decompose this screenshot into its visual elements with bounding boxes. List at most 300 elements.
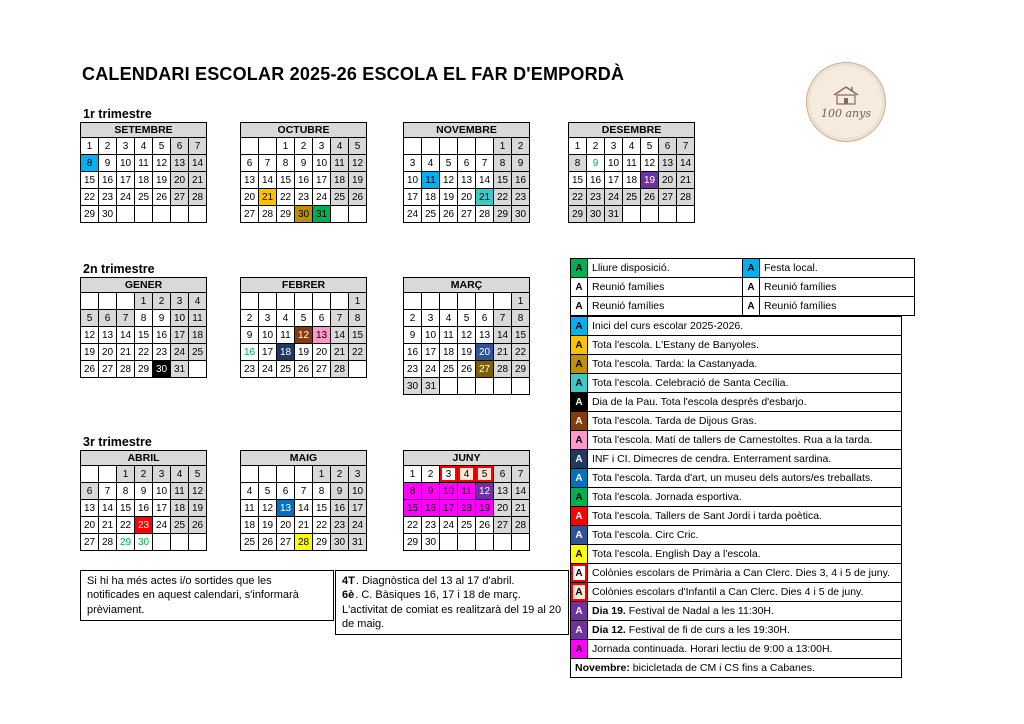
- day-octubre-14: 14: [259, 172, 277, 189]
- day-gener-22: 22: [135, 344, 153, 361]
- trimester-label-2: 2n trimestre: [83, 262, 155, 276]
- day-abril-10: 10: [153, 483, 171, 500]
- day-setembre-28: 28: [189, 189, 207, 206]
- legend-label: Tota l'escola. Celebració de Santa Cecília.: [588, 374, 902, 393]
- day-empty: [404, 138, 422, 155]
- note-line: 4T. Diagnòstica del 13 al 17 d'abril.: [342, 575, 515, 587]
- day-novembre-15: 15: [494, 172, 512, 189]
- note-box-general: Si hi ha més actes i/o sortides que les notificades en aquest calendari, s'informarà prèviament.: [80, 570, 334, 621]
- day-novembre-26: 26: [440, 206, 458, 223]
- logo-house-icon: [830, 84, 862, 106]
- legend-chip: A: [571, 412, 588, 431]
- legend-label: Tota l'escola. Tarda d'art, un museu dels autors/es treballats.: [588, 469, 902, 488]
- day-octubre-5: 5: [349, 138, 367, 155]
- page-title: CALENDARI ESCOLAR 2025-26 ESCOLA EL FAR D'EMPORDÀ: [82, 64, 625, 84]
- day-maig-22: 22: [313, 517, 331, 534]
- day-novembre-20: 20: [458, 189, 476, 206]
- legend-chip: A: [571, 621, 588, 640]
- day-empty: [117, 293, 135, 310]
- day-desembre-20: 20: [659, 172, 677, 189]
- day-empty: [189, 534, 207, 551]
- legend-label: Colònies escolars de Primària a Can Clerc. Dies 3, 4 i 5 de juny.: [588, 564, 902, 583]
- day-empty: [81, 466, 99, 483]
- day-gener-17: 17: [171, 327, 189, 344]
- day-octubre-16: 16: [295, 172, 313, 189]
- day-desembre-5: 5: [641, 138, 659, 155]
- day-marc-22: 22: [512, 344, 530, 361]
- legend-chip: A: [571, 640, 588, 659]
- calendar-month-marc: [403, 277, 530, 395]
- day-febrer-12: 12: [295, 327, 313, 344]
- day-octubre-18: 18: [331, 172, 349, 189]
- day-maig-18: 18: [241, 517, 259, 534]
- day-juny-5: 5: [476, 466, 494, 483]
- day-novembre-9: 9: [512, 155, 530, 172]
- day-octubre-8: 8: [277, 155, 295, 172]
- day-abril-7: 7: [99, 483, 117, 500]
- day-novembre-21: 21: [476, 189, 494, 206]
- calendar-month-setembre: [80, 122, 207, 223]
- day-setembre-15: 15: [81, 172, 99, 189]
- day-octubre-17: 17: [313, 172, 331, 189]
- day-febrer-3: 3: [259, 310, 277, 327]
- legend-chip: A: [571, 450, 588, 469]
- day-febrer-22: 22: [349, 344, 367, 361]
- day-gener-1: 1: [135, 293, 153, 310]
- day-juny-22: 22: [404, 517, 422, 534]
- day-gener-30: 30: [153, 361, 171, 378]
- day-setembre-9: 9: [99, 155, 117, 172]
- day-desembre-26: 26: [641, 189, 659, 206]
- day-gener-27: 27: [99, 361, 117, 378]
- day-setembre-24: 24: [117, 189, 135, 206]
- day-novembre-14: 14: [476, 172, 494, 189]
- day-juny-16: 16: [422, 500, 440, 517]
- day-gener-12: 12: [81, 327, 99, 344]
- day-maig-11: 11: [241, 500, 259, 517]
- day-maig-1: 1: [313, 466, 331, 483]
- legend-key-chip: A: [571, 278, 588, 297]
- legend-label: Tota l'escola. Tarda de Dijous Gras.: [588, 412, 902, 431]
- day-febrer-9: 9: [241, 327, 259, 344]
- legend-chip: A: [571, 336, 588, 355]
- day-desembre-15: 15: [569, 172, 587, 189]
- day-febrer-8: 8: [349, 310, 367, 327]
- day-maig-2: 2: [331, 466, 349, 483]
- day-novembre-25: 25: [422, 206, 440, 223]
- day-desembre-14: 14: [677, 155, 695, 172]
- day-desembre-8: 8: [569, 155, 587, 172]
- calendar-month-febrer: [240, 277, 367, 378]
- legend-chip: A: [571, 431, 588, 450]
- day-gener-10: 10: [171, 310, 189, 327]
- day-desembre-3: 3: [605, 138, 623, 155]
- day-abril-29: 29: [117, 534, 135, 551]
- day-juny-11: 11: [458, 483, 476, 500]
- legend-chip: A: [571, 488, 588, 507]
- day-abril-27: 27: [81, 534, 99, 551]
- day-empty: [422, 293, 440, 310]
- day-setembre-18: 18: [135, 172, 153, 189]
- day-marc-16: 16: [404, 344, 422, 361]
- day-desembre-7: 7: [677, 138, 695, 155]
- day-febrer-23: 23: [241, 361, 259, 378]
- day-maig-15: 15: [313, 500, 331, 517]
- day-setembre-10: 10: [117, 155, 135, 172]
- day-setembre-7: 7: [189, 138, 207, 155]
- day-desembre-11: 11: [623, 155, 641, 172]
- day-empty: [641, 206, 659, 223]
- day-juny-7: 7: [512, 466, 530, 483]
- day-gener-29: 29: [135, 361, 153, 378]
- day-empty: [81, 293, 99, 310]
- day-maig-8: 8: [313, 483, 331, 500]
- day-abril-13: 13: [81, 500, 99, 517]
- logo-anniversary-text: 100 anys: [821, 107, 871, 120]
- day-gener-7: 7: [117, 310, 135, 327]
- day-octubre-24: 24: [313, 189, 331, 206]
- day-desembre-22: 22: [569, 189, 587, 206]
- month-title-octubre: OCTUBRE: [241, 123, 367, 138]
- day-desembre-1: 1: [569, 138, 587, 155]
- day-setembre-5: 5: [153, 138, 171, 155]
- day-maig-7: 7: [295, 483, 313, 500]
- day-desembre-27: 27: [659, 189, 677, 206]
- day-desembre-23: 23: [587, 189, 605, 206]
- day-empty: [171, 534, 189, 551]
- day-empty: [153, 206, 171, 223]
- day-gener-18: 18: [189, 327, 207, 344]
- day-empty: [440, 534, 458, 551]
- day-abril-30: 30: [135, 534, 153, 551]
- day-febrer-1: 1: [349, 293, 367, 310]
- day-maig-25: 25: [241, 534, 259, 551]
- day-gener-28: 28: [117, 361, 135, 378]
- day-marc-25: 25: [440, 361, 458, 378]
- day-octubre-28: 28: [259, 206, 277, 223]
- day-marc-24: 24: [422, 361, 440, 378]
- day-octubre-27: 27: [241, 206, 259, 223]
- day-octubre-22: 22: [277, 189, 295, 206]
- day-maig-12: 12: [259, 500, 277, 517]
- day-empty: [659, 206, 677, 223]
- day-maig-9: 9: [331, 483, 349, 500]
- legend-chip: A: [571, 355, 588, 374]
- legend-chip: A: [571, 507, 588, 526]
- month-title-desembre: DESEMBRE: [569, 123, 695, 138]
- day-setembre-2: 2: [99, 138, 117, 155]
- day-maig-4: 4: [241, 483, 259, 500]
- day-octubre-9: 9: [295, 155, 313, 172]
- day-setembre-27: 27: [171, 189, 189, 206]
- day-febrer-6: 6: [313, 310, 331, 327]
- day-gener-20: 20: [99, 344, 117, 361]
- day-gener-8: 8: [135, 310, 153, 327]
- day-marc-15: 15: [512, 327, 530, 344]
- day-empty: [259, 466, 277, 483]
- day-febrer-20: 20: [313, 344, 331, 361]
- day-octubre-31: 31: [313, 206, 331, 223]
- day-abril-20: 20: [81, 517, 99, 534]
- day-empty: [404, 293, 422, 310]
- day-febrer-26: 26: [295, 361, 313, 378]
- day-marc-20: 20: [476, 344, 494, 361]
- day-abril-14: 14: [99, 500, 117, 517]
- day-abril-22: 22: [117, 517, 135, 534]
- legend-key-chip: A: [743, 297, 760, 316]
- month-title-gener: GENER: [81, 278, 207, 293]
- day-desembre-6: 6: [659, 138, 677, 155]
- day-octubre-29: 29: [277, 206, 295, 223]
- day-marc-5: 5: [458, 310, 476, 327]
- day-desembre-12: 12: [641, 155, 659, 172]
- day-abril-6: 6: [81, 483, 99, 500]
- day-empty: [476, 293, 494, 310]
- day-octubre-26: 26: [349, 189, 367, 206]
- calendar-month-juny: [403, 450, 530, 551]
- day-marc-7: 7: [494, 310, 512, 327]
- day-juny-15: 15: [404, 500, 422, 517]
- day-juny-1: 1: [404, 466, 422, 483]
- day-setembre-11: 11: [135, 155, 153, 172]
- day-octubre-23: 23: [295, 189, 313, 206]
- day-marc-1: 1: [512, 293, 530, 310]
- day-abril-4: 4: [171, 466, 189, 483]
- day-marc-21: 21: [494, 344, 512, 361]
- day-setembre-30: 30: [99, 206, 117, 223]
- day-empty: [458, 138, 476, 155]
- day-setembre-12: 12: [153, 155, 171, 172]
- day-empty: [259, 293, 277, 310]
- day-febrer-14: 14: [331, 327, 349, 344]
- day-maig-30: 30: [331, 534, 349, 551]
- day-setembre-4: 4: [135, 138, 153, 155]
- legend-key-table: [570, 258, 915, 316]
- day-marc-17: 17: [422, 344, 440, 361]
- day-gener-13: 13: [99, 327, 117, 344]
- day-maig-14: 14: [295, 500, 313, 517]
- day-octubre-1: 1: [277, 138, 295, 155]
- day-octubre-30: 30: [295, 206, 313, 223]
- day-empty: [331, 293, 349, 310]
- day-marc-28: 28: [494, 361, 512, 378]
- day-juny-21: 21: [512, 500, 530, 517]
- day-abril-19: 19: [189, 500, 207, 517]
- day-empty: [494, 378, 512, 395]
- day-empty: [259, 138, 277, 155]
- month-title-novembre: NOVEMBRE: [404, 123, 530, 138]
- day-novembre-1: 1: [494, 138, 512, 155]
- day-gener-31: 31: [171, 361, 189, 378]
- legend-label: Dia de la Pau. Tota l'escola després d'esbarjo.: [588, 393, 902, 412]
- day-empty: [171, 206, 189, 223]
- day-desembre-10: 10: [605, 155, 623, 172]
- day-empty: [494, 293, 512, 310]
- day-empty: [422, 138, 440, 155]
- day-octubre-25: 25: [331, 189, 349, 206]
- legend-label: Dia 19. Festival de Nadal a les 11:30H.: [588, 602, 902, 621]
- day-novembre-6: 6: [458, 155, 476, 172]
- day-novembre-29: 29: [494, 206, 512, 223]
- day-empty: [677, 206, 695, 223]
- day-maig-10: 10: [349, 483, 367, 500]
- legend-label: Tota l'escola. L'Estany de Banyoles.: [588, 336, 902, 355]
- day-desembre-31: 31: [605, 206, 623, 223]
- trimester-label-1: 1r trimestre: [83, 107, 152, 121]
- day-marc-26: 26: [458, 361, 476, 378]
- day-abril-18: 18: [171, 500, 189, 517]
- day-abril-16: 16: [135, 500, 153, 517]
- day-abril-1: 1: [117, 466, 135, 483]
- day-novembre-27: 27: [458, 206, 476, 223]
- day-febrer-24: 24: [259, 361, 277, 378]
- day-empty: [189, 206, 207, 223]
- day-maig-13: 13: [277, 500, 295, 517]
- day-juny-29: 29: [404, 534, 422, 551]
- calendar-month-octubre: [240, 122, 367, 223]
- day-setembre-6: 6: [171, 138, 189, 155]
- day-setembre-17: 17: [117, 172, 135, 189]
- day-empty: [440, 293, 458, 310]
- day-empty: [295, 466, 313, 483]
- day-maig-27: 27: [277, 534, 295, 551]
- day-empty: [458, 534, 476, 551]
- day-setembre-25: 25: [135, 189, 153, 206]
- legend-chip: A: [571, 393, 588, 412]
- legend-chip: A: [571, 545, 588, 564]
- day-juny-20: 20: [494, 500, 512, 517]
- legend-key-chip: A: [571, 297, 588, 316]
- legend-note-row: Novembre: bicicletada de CM i CS fins a Cabanes.: [571, 659, 902, 678]
- day-gener-2: 2: [153, 293, 171, 310]
- legend-label: Tota l'escola. Circ Cric.: [588, 526, 902, 545]
- day-octubre-15: 15: [277, 172, 295, 189]
- calendar-month-desembre: [568, 122, 695, 223]
- day-gener-24: 24: [171, 344, 189, 361]
- legend-key-label: Lliure disposició.: [588, 259, 743, 278]
- day-marc-8: 8: [512, 310, 530, 327]
- day-setembre-20: 20: [171, 172, 189, 189]
- day-setembre-1: 1: [81, 138, 99, 155]
- day-marc-27: 27: [476, 361, 494, 378]
- legend-chip: A: [571, 374, 588, 393]
- day-octubre-2: 2: [295, 138, 313, 155]
- day-juny-28: 28: [512, 517, 530, 534]
- month-title-marc: MARÇ: [404, 278, 530, 293]
- legend-label: Tota l'escola. Jornada esportiva.: [588, 488, 902, 507]
- day-octubre-12: 12: [349, 155, 367, 172]
- day-gener-6: 6: [99, 310, 117, 327]
- day-juny-23: 23: [422, 517, 440, 534]
- day-empty: [277, 466, 295, 483]
- day-empty: [512, 534, 530, 551]
- day-empty: [295, 293, 313, 310]
- legend-key-label: Festa local.: [760, 259, 915, 278]
- day-febrer-15: 15: [349, 327, 367, 344]
- day-febrer-19: 19: [295, 344, 313, 361]
- day-marc-3: 3: [422, 310, 440, 327]
- day-marc-29: 29: [512, 361, 530, 378]
- day-febrer-17: 17: [259, 344, 277, 361]
- day-desembre-17: 17: [605, 172, 623, 189]
- day-setembre-16: 16: [99, 172, 117, 189]
- day-desembre-4: 4: [623, 138, 641, 155]
- day-juny-14: 14: [512, 483, 530, 500]
- legend-chip: A: [571, 526, 588, 545]
- day-empty: [623, 206, 641, 223]
- day-marc-11: 11: [440, 327, 458, 344]
- day-empty: [99, 293, 117, 310]
- day-febrer-18: 18: [277, 344, 295, 361]
- day-abril-9: 9: [135, 483, 153, 500]
- legend-label: INF i CI. Dimecres de cendra. Enterrament sardina.: [588, 450, 902, 469]
- day-gener-16: 16: [153, 327, 171, 344]
- day-maig-21: 21: [295, 517, 313, 534]
- day-abril-28: 28: [99, 534, 117, 551]
- legend-label: Tota l'escola. Tallers de Sant Jordi i tarda poètica.: [588, 507, 902, 526]
- day-marc-12: 12: [458, 327, 476, 344]
- day-empty: [241, 466, 259, 483]
- day-empty: [494, 534, 512, 551]
- legend-label: Tota l'escola. English Day a l'escola.: [588, 545, 902, 564]
- day-maig-19: 19: [259, 517, 277, 534]
- day-empty: [331, 206, 349, 223]
- day-octubre-19: 19: [349, 172, 367, 189]
- month-title-febrer: FEBRER: [241, 278, 367, 293]
- day-empty: [349, 361, 367, 378]
- day-empty: [313, 293, 331, 310]
- day-empty: [349, 206, 367, 223]
- day-abril-5: 5: [189, 466, 207, 483]
- day-novembre-18: 18: [422, 189, 440, 206]
- day-setembre-23: 23: [99, 189, 117, 206]
- day-marc-13: 13: [476, 327, 494, 344]
- day-febrer-21: 21: [331, 344, 349, 361]
- calendar-month-novembre: [403, 122, 530, 223]
- month-title-abril: ABRIL: [81, 451, 207, 466]
- day-novembre-23: 23: [512, 189, 530, 206]
- calendar-month-gener: [80, 277, 207, 378]
- legend-label: Inici del curs escolar 2025-2026.: [588, 317, 902, 336]
- day-maig-5: 5: [259, 483, 277, 500]
- note-line: L'activitat de comiat es realitzarà del 19 al 20 de maig.: [342, 603, 562, 630]
- day-marc-30: 30: [404, 378, 422, 395]
- day-empty: [135, 206, 153, 223]
- legend-label: Tota l'escola. Tarda: la Castanyada.: [588, 355, 902, 374]
- day-marc-14: 14: [494, 327, 512, 344]
- day-marc-23: 23: [404, 361, 422, 378]
- day-juny-19: 19: [476, 500, 494, 517]
- day-abril-17: 17: [153, 500, 171, 517]
- day-novembre-5: 5: [440, 155, 458, 172]
- day-febrer-25: 25: [277, 361, 295, 378]
- day-octubre-10: 10: [313, 155, 331, 172]
- day-gener-25: 25: [189, 344, 207, 361]
- day-maig-26: 26: [259, 534, 277, 551]
- day-maig-6: 6: [277, 483, 295, 500]
- day-empty: [117, 206, 135, 223]
- day-novembre-16: 16: [512, 172, 530, 189]
- note-line: 6è. C. Bàsiques 16, 17 i 18 de març.: [342, 589, 521, 602]
- legend-label: Colònies escolars d'Infantil a Can Clerc. Dies 4 i 5 de juny.: [588, 583, 902, 602]
- day-desembre-19: 19: [641, 172, 659, 189]
- day-abril-23: 23: [135, 517, 153, 534]
- day-maig-31: 31: [349, 534, 367, 551]
- day-setembre-29: 29: [81, 206, 99, 223]
- day-marc-31: 31: [422, 378, 440, 395]
- day-desembre-16: 16: [587, 172, 605, 189]
- day-abril-2: 2: [135, 466, 153, 483]
